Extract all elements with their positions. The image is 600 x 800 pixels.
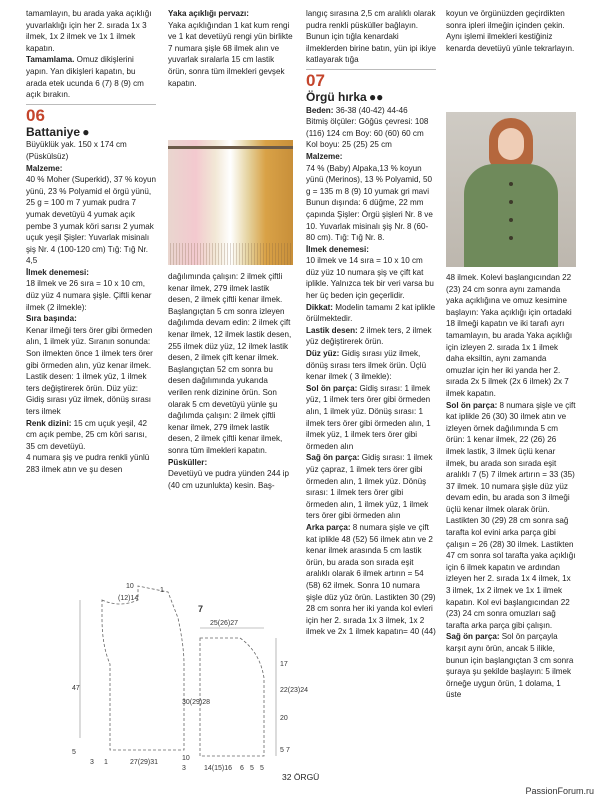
color-text: 15 cm uçuk yeşil, 42 cm açık pembe, 25 cm köri sarısı, 35 cm devetüyü. [26,418,147,451]
right-front-text: Gidiş sırası: 1 ilmek yüz çapraz, 1 ilmek ters örer gibi örmeden alın, 1 ilmek yüz. Dönüş sırası: 1 ilmek ters örer gibi örmeden alın, 1 ilmek yüz, 1 ilmek ters örer gibi örmeden alın [306,453,433,521]
figure-number: 7 [198,604,204,614]
dim-label: 3 [182,765,186,772]
col1-end: 4 numara şiş ve pudra renkli yünlü 283 ilmek atın ve şu desen [26,453,150,474]
size-text: 36-38 (40-42) 44-46 [335,105,408,115]
gauge-text: 10 ilmek ve 14 sıra = 10 x 10 cm düz yüz 10 numara şiş ve çift kat iplikle. Yalnızca tek bir veri varsa bu her üç beden için geçerlidir. [306,256,434,301]
column-1 [26,8,156,476]
left-front-text: 8 numara şişle ve çift kat iplikle 26 (30) 30 ilmek atın ve izleyen örnek dağılımında 5 cm örün: 1 kenar ilmek, 22 (26) 26 ilmek lastik, 3 ilmek üçlü kenar ilmek, bu arada son sırada eşit aralıklı 7 (5) 7 ilmek artırın = 33 (35) 37 ilmek. 10 numara şişle düz yüz devam edin, bu arada son 3 ilmeği üçlü kenar ilmek olarak örün. Lastikten 30 (29) 28 cm sonra sağ tarafta kol evini arka parça gibi çalışın = 26 (28) 30 ilmek. Lastikten 47 cm sonra sol tarafta yaka açıklığı için 6 ilmek kapatın ve ardından izleyen her 2. sırada 1x 4 ilmek, 1x 3 ilmek, 1x 2 ilmek ve 1x 1 ilmek kapatın. Kol evi başlangıcından 22 (23) 24 cm sonra omuzları sağ tarafta arka parça gibi çalışın. [446,400,576,630]
pattern-number-06: 06 [26,105,45,125]
divider [26,104,156,105]
dim-label: 7 [286,747,290,754]
col1-intro: tamamlayın, bu arada yaka açıklığı yuvarlaklığı için her 2. sırada 1x 3 ilmek, 1x 2 ilmek ve 1x 1 ilmek kapatın. [26,9,152,53]
blanket-photo [168,140,293,265]
page-number: 32 ÖRGÜ [282,772,320,782]
column-2 [168,8,293,89]
dim-label: 5 [260,765,264,772]
dim-label: (12)14 [118,595,139,602]
materials-text: 40 % Moher (Superkid), 37 % koyun yünü, 23 % Polyamid el örgü yünü, 25 g = 100 m 7 yumak pudra 7 yumak devetüyü 4 yumak açık pembe 3 yumak köri sarısı 2 yumak uçuk yeşil Şişler: Yuvarlak misinalı şiş Nr. 4 (100-120 cm) Tığ: Tığ Nr. 4,5 [26,175,157,266]
finish-text: Omuz dikişlerini yapın. Yan dikişleri kapatın, bu arada etek ucunda 6 (7) 8 (9) cm açık bırakın. [26,55,144,100]
column-3 [306,8,436,638]
hanging-rod [168,146,293,149]
gauge-text: 18 ilmek ve 26 sıra = 10 x 10 cm, düz yüz 4 numara şişle. Çiftli kenar ilmek (2 ilmekle): [26,279,152,312]
col3-intro: langıç sırasına 2,5 cm aralıklı olarak pudra renkli püsküller bağlayın. Bunun için tığla kenardaki ilmeklerden birine batın, yün ipi ikiye katlayarak tığa [306,9,437,65]
pattern-number-07: 07 [306,70,325,90]
materials-text: 74 % (Baby) Alpaka,13 % koyun yünü (Merinos), 13 % Polyamid, 50 g = 135 m 8 (9) 10 yumak gri mavi Bunun dışında: 6 düğme, 22 mm çapında Şişler: Örgü şişleri Nr. 8 ve 10. Yuvarlak misinalı şiş Nr. 8 (60-80 cm). Tığ: Tığ Nr. 8. [306,163,433,243]
left-front-heading: Sol ön parça: [446,400,498,410]
dim-label: 6 [240,765,244,772]
pattern-title-blanket: Battaniye [26,124,81,139]
schematic-back [60,578,200,768]
blanket-fringe [168,243,293,265]
dim-label: 10 [126,583,134,590]
button-dot [509,182,513,186]
column-4 [446,8,576,54]
left-front-text: Gidiş sırası: 1 ilmek yüz, 1 ilmek ters örer gibi örmeden alın, 1 ilmek yüz. Dönüş sırası: 1 ilmek ters örer gibi örmeden alın, 1 ilmek yüz, 1 ilmek ters örer gibi örmeden alın [306,383,431,451]
dim-label: 5 [250,765,254,772]
note-heading: Dikkat: [306,302,333,312]
dim-label: 1 [104,759,108,766]
row-start-text: Kenar ilmeği ters örer gibi örmeden alın, 1 ilmek yüz. Sıranın sonunda: Son ilmekten önce 1 ilmek ters örer gibi örmeden alın, yüz kenar ilmek. Lastik desen: 1 ilmek yüz, 1 ilmek ters değiştirerek örün. Düz yüz: Gidiş sırası yüz ilmek, dönüş sırası ters ilmek [26,325,153,416]
rib-text: 2 ilmek ters, 2 ilmek yüz değiştirerek örün. [306,325,432,347]
difficulty-dots: ● [82,124,90,139]
dim-label: 5 [72,749,76,756]
model-face [498,128,524,160]
front-outline [200,638,264,756]
blanket-size: Büyüklük yak. 150 x 174 cm (Püskülsüz) [26,140,127,161]
collar-text: Yaka açıklığından 1 kat kum rengi ve 1 kat devetüyü rengi yün birlikte 7 numara şişle 68 ilmek alın ve yuvarlak sıralarla 15 cm lastik örün, sonra tüm ilmekleri gevşek kapatın. [168,20,293,88]
difficulty-dots: ●● [368,89,384,104]
materials-heading: Malzeme: [26,163,63,173]
right-front-text: Sol ön parçayla karşıt aynı örün, ancak 5 ilikle, bunun için başlangıçtan 3 cm sonra şuraya şu şekilde başlayın: 5 ilmek örneğe uygun örün, 1 dolama, 1 üste [446,632,574,700]
collar-heading: Yaka açıklığı pervazı: [168,9,249,18]
gauge-heading: İlmek denemesi: [26,267,89,277]
dim-label: 22(23)24 [280,687,309,694]
tassel-text: Devetüyü ve pudra yünden 244 ip (40 cm uzunlukta) kesin. Baş- [168,469,290,490]
button-dot [509,200,513,204]
finish-heading: Tamamlama. [26,55,75,65]
measures-text: Bitmiş ölçüler: Göğüs çevresi: 108 (116) 124 cm Boy: 60 (60) 60 cm Kol boyu: 25 (25) 25 cm [306,117,429,150]
stockinette-text: Gidiş sırası yüz ilmek, dönüş sırası ters ilmek örün. Üçlü kenar ilmek ( 3 ilmekle): [306,349,427,382]
dim-label: 27(29)31 [130,759,159,766]
column-4-lower [446,272,576,701]
dim-label: 30(29)28 [182,699,211,706]
right-front-heading: Sağ ön parça: [306,453,360,463]
back-text: 8 numara şişle ve çift kat iplikle 48 (52) 56 ilmek atın ve 2 kenar ilmek arasında 5 cm lastik örün, bu arada son sırada eşit aralıklı olarak 6 ilmek artırın = 54 (58) 62 ilmek. Sonra 10 numara şişle düz yüz örün. Lastikten 30 (29) 28 cm sonra her iki yanda kol evleri için her 2. sırada 1x 3 ilmek, 1x 2 ilmek ve 2x 1 ilmek kapatın= 40 (44) [306,522,436,637]
col4-intro: koyun ve örgünüzden geçirdikten sonra ipleri ilmeğin içinden çekin. Aynı işlemi ilmekleri kestiğiniz kenarda devetüyü yünle tekrarlayın. [446,9,575,53]
dim-label: 10 [182,755,190,762]
size-heading: Beden: [306,105,334,115]
tassel-heading: Püsküller: [168,457,208,467]
dim-label: 17 [280,661,288,668]
dim-label: 20 [280,715,288,722]
left-front-heading: Sol ön parça: [306,383,358,393]
row-start-heading: Sıra başında: [26,314,77,324]
col4-body: 48 ilmek. Kolevi başlangıcından 22 (23) 24 cm sonra aynı zamanda yaka açıklığına ve omuz kesimine başlayın: Yaka açıklığı için ortadaki 18 ilmeği kapatın ve iki tarafı ayrı tamamlayın, bu arada Yaka açıklığı için izleyen 2. sırada 1x 1 ilmek daha eksiltin, aynı zamanda omuzlar için her iki yanda her 2. sırada 2x 5 ilmek (2x 6 ilmek) 2x 7 ilmek kapatın. [446,273,573,398]
green-cardigan [464,164,558,267]
watermark: PassionForum.ru [525,786,594,796]
gauge-heading: İlmek denemesi: [306,244,369,254]
dim-label: 1 [160,587,164,594]
back-outline [102,586,184,750]
dim-label: 47 [72,685,80,692]
dim-label: 25(26)27 [210,620,239,627]
materials-heading: Malzeme: [306,151,343,161]
col2-body: dağılımında çalışın: 2 ilmek çiftli kenar ilmek, 279 ilmek lastik desen, 2 ilmek çiftli kenar ilmek. Başlangıçtan 5 cm sonra izleyen dağılımda devam edin: 2 ilmek çift kenar ilmek, 12 ilmek lastik desen, 255 ilmek düz yüz, 12 ilmek lastik desen, 2 ilmek çift kenar ilmek. Başlangıçtan 52 cm sonra bu desen dağılımında yukarıda verilen renk dizinine örün. Son olarak 5 cm devetüyü yünle şu dağılımda çalışın: 2 ilmek çiftli kenar ilmek, 279 ilmek lastik desen, 2 ilmek çiftli kenar ilmek, sonra tüm ilmekleri kapatın. [168,272,292,455]
schematic-front [180,592,309,772]
column-2-lower [168,271,293,491]
rib-heading: Lastik desen: [306,325,358,335]
dim-label: 3 [90,759,94,766]
stockinette-heading: Düz yüz: [306,349,340,359]
button-dot [509,236,513,240]
pattern-title-cardigan: Örgü hırka [306,89,367,104]
button-dot [509,218,513,222]
back-heading: Arka parça: [306,522,351,532]
note-text: Modelin tamamı 2 kat iplikle örülmektedir. [306,302,436,324]
dim-label: 14(15)16 [204,765,233,772]
color-heading: Renk dizini: [26,418,72,428]
cardigan-photo [446,112,576,267]
right-front-heading: Sağ ön parça: [446,632,500,642]
divider [306,69,436,70]
dim-label: 5 [280,747,284,754]
